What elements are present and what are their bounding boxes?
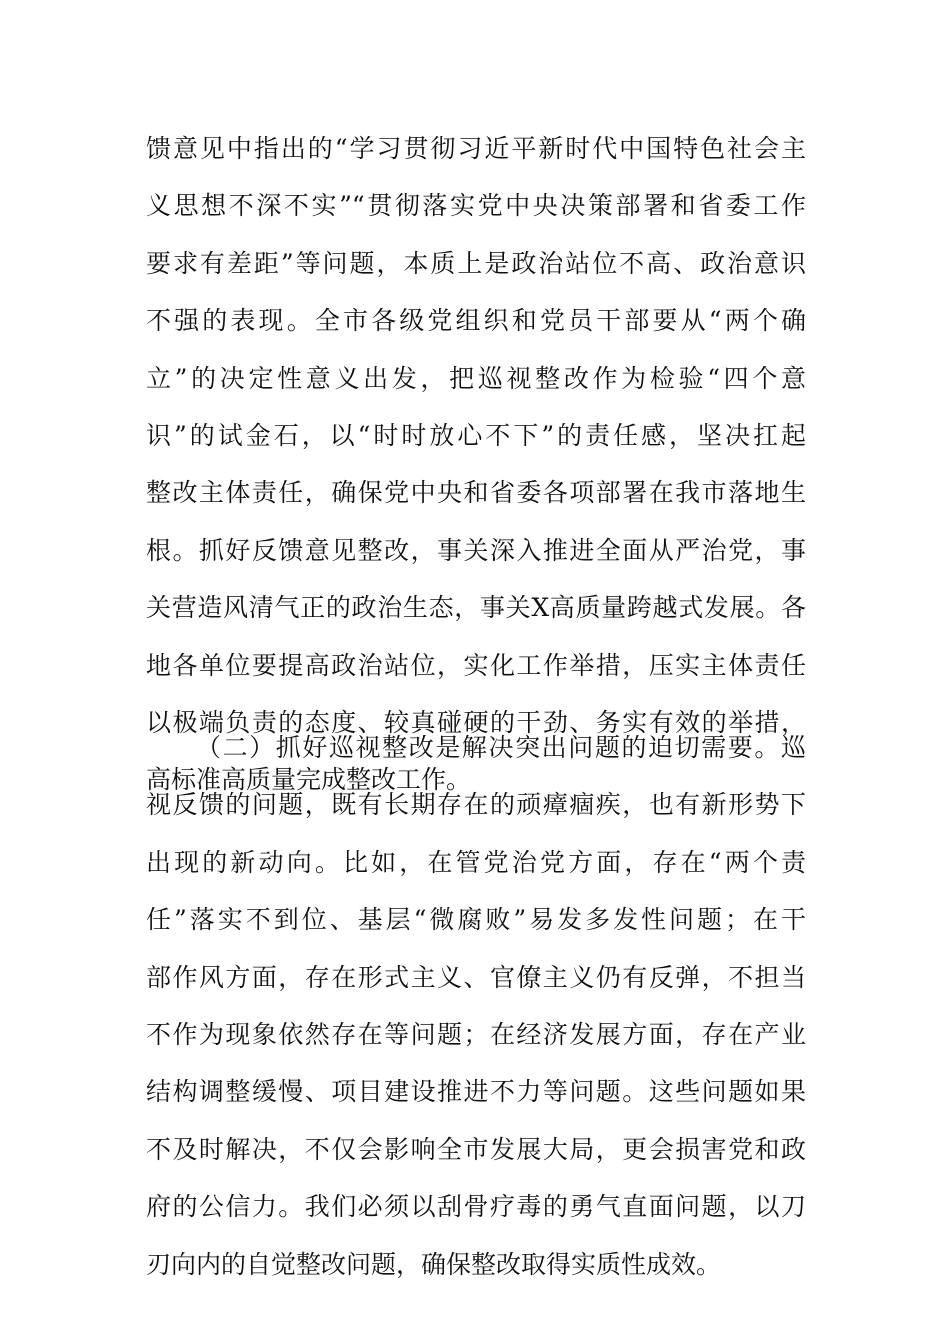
paragraph-line: 义思想不深不实”“贯彻落实党中央决策部署和省委工作 xyxy=(146,191,806,221)
paragraph-line: 结构调整缓慢、项目建设推进不力等问题。这些问题如果 xyxy=(146,1077,806,1107)
paragraph-line: 不及时解决，不仅会影响全市发展大局，更会损害党和政 xyxy=(146,1134,806,1164)
paragraph-line: 地各单位要提高政治站位，实化工作举措，压实主体责任 xyxy=(146,650,806,680)
paragraph-line: 视反馈的问题，既有长期存在的顽瘴痼疾，也有新形势下 xyxy=(146,790,806,820)
paragraph-line: 不强的表现。全市各级党组织和党员干部要从“两个确 xyxy=(146,306,806,336)
paragraph-line: 馈意见中指出的“学习贯彻习近平新时代中国特色社会主 xyxy=(146,134,806,163)
paragraph-line: （二）抓好巡视整改是解决突出问题的迫切需要。巡 xyxy=(196,733,806,762)
paragraph-line: 出现的新动向。比如，在管党治党方面，存在“两个责 xyxy=(146,847,806,877)
paragraph-line: 任”落实不到位、基层“微腐败”易发多发性问题；在干 xyxy=(146,905,806,935)
paragraph-line: 根。抓好反馈意见整改，事关深入推进全面从严治党，事 xyxy=(146,535,806,565)
paragraph-section-two xyxy=(146,719,806,1293)
paragraph-line: 部作风方面，存在形式主义、官僚主义仍有反弹，不担当 xyxy=(146,962,806,992)
paragraph-line: 府的公信力。我们必须以刮骨疗毒的勇气直面问题，以刀 xyxy=(146,1192,806,1222)
paragraph-line: 不作为现象依然存在等问题；在经济发展方面，存在产业 xyxy=(146,1019,806,1049)
paragraph-line: 刃向内的自觉整改问题，确保整改取得实质性成效。 xyxy=(146,1249,722,1279)
paragraph-line: 整改主体责任，确保党中央和省委各项部署在我市落地生 xyxy=(146,478,806,508)
paragraph-line: 高标准高质量完成整改工作。 xyxy=(146,765,472,795)
paragraph-line: 立”的决定性意义出发，把巡视整改作为检验“四个意 xyxy=(146,363,806,393)
paragraph-line: 关营造风清气正的政治生态，事关X高质量跨越式发展。各 xyxy=(146,593,806,623)
paragraph-line: 识”的试金石，以“时时放心不下”的责任感，坚决扛起 xyxy=(146,420,806,450)
paragraph-line: 要求有差距”等问题，本质上是政治站位不高、政治意识 xyxy=(146,248,806,278)
paragraph-continued xyxy=(146,120,806,809)
paragraph-line: 以极端负责的态度、较真碰硬的干劲、务实有效的举措， xyxy=(146,707,806,737)
